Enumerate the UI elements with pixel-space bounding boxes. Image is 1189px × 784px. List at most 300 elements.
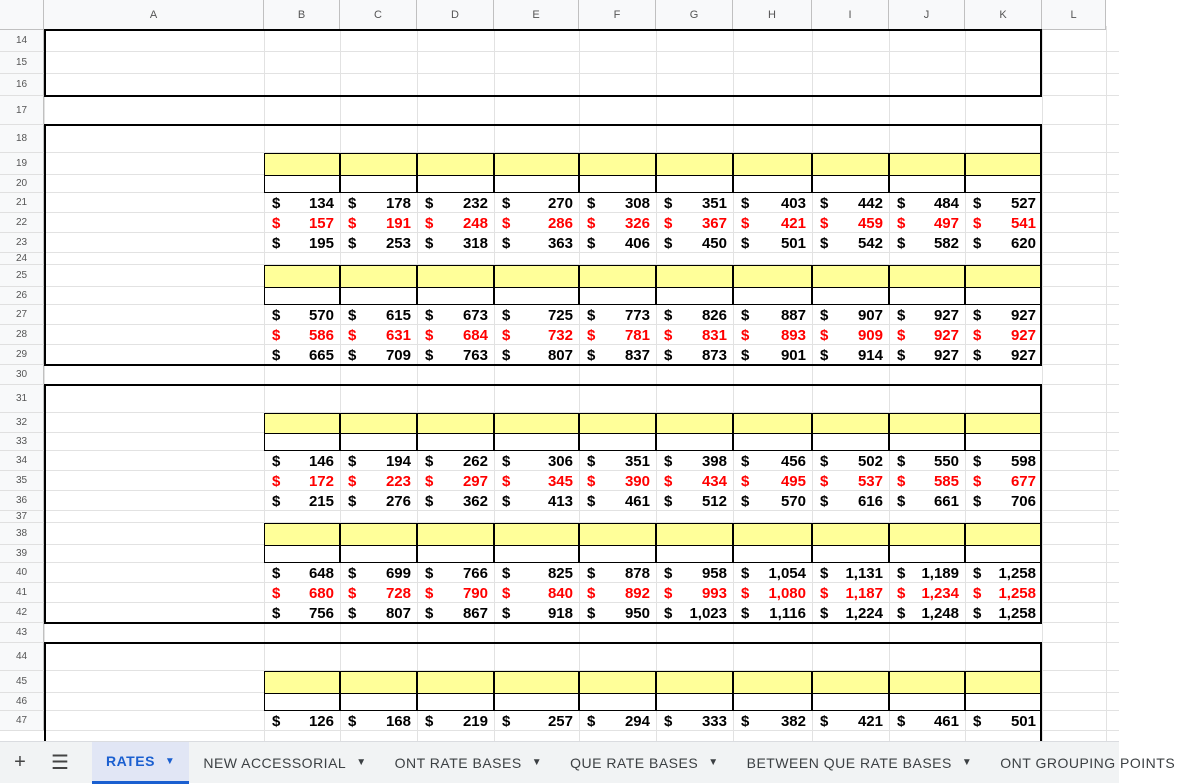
price-cell[interactable] [965,193,1042,213]
price-cell[interactable] [494,213,579,233]
price-cell[interactable] [264,213,340,233]
tab-menu-caret-icon[interactable]: ▼ [531,757,543,768]
price-cell[interactable] [965,233,1042,253]
all-sheets-button[interactable] [40,742,80,784]
price-cell[interactable] [340,305,417,325]
currency-symbol: $ [348,326,357,344]
row-header-30[interactable]: 30 [0,365,44,385]
unit-label [417,287,494,305]
row-header-42[interactable]: 42 [0,603,44,623]
price-cell[interactable] [733,213,812,233]
skid-count-header [340,265,417,287]
price-cell[interactable] [656,491,733,511]
skid-count-header [965,523,1042,545]
price-cell[interactable] [812,563,889,583]
range-note [44,413,264,433]
price-cell[interactable] [340,451,417,471]
row-header-17[interactable]: 17 [0,96,44,125]
row-header-35[interactable]: 35 [0,471,44,491]
price-cell[interactable] [264,451,340,471]
price-cell[interactable] [965,305,1042,325]
skid-count-header [417,413,494,433]
currency-symbol: $ [272,346,281,364]
price-cell[interactable] [656,583,733,603]
weight-range-label [44,233,264,253]
price-cell[interactable] [579,563,656,583]
price-value: 1,224 [845,604,883,622]
currency-symbol: $ [741,346,750,364]
price-cell[interactable] [812,325,889,345]
skid-count-header [656,153,733,175]
currency-symbol: $ [664,604,673,622]
price-cell[interactable] [656,233,733,253]
price-cell[interactable] [340,325,417,345]
range-note [44,153,264,175]
row-header-47[interactable]: 47 [0,711,44,731]
currency-symbol: $ [425,584,434,602]
price-cell[interactable] [733,711,812,731]
price-cell[interactable] [733,583,812,603]
price-cell[interactable] [494,345,579,365]
unit-label [417,433,494,451]
row-header-14[interactable]: 14 [0,30,44,52]
price-cell[interactable] [812,233,889,253]
tab-menu-caret-icon[interactable]: ▼ [708,757,719,768]
row-header-16[interactable]: 16 [0,74,44,96]
price-cell[interactable] [579,491,656,511]
currency-symbol: $ [820,564,829,582]
price-value: 927 [933,306,959,324]
price-cell[interactable] [264,491,340,511]
price-value: 286 [547,214,573,232]
price-value: 773 [624,306,650,324]
price-cell[interactable] [340,711,417,731]
price-cell[interactable] [889,305,965,325]
skid-count-header [340,153,417,175]
skid-count-header [656,671,733,693]
price-cell[interactable] [264,471,340,491]
price-cell[interactable] [965,325,1042,345]
price-cell[interactable] [733,233,812,253]
currency-symbol: $ [587,326,596,344]
row-header-22[interactable]: 22 [0,213,44,233]
price-cell[interactable] [264,305,340,325]
price-cell[interactable] [340,563,417,583]
row-header-41[interactable]: 41 [0,583,44,603]
price-cell[interactable] [494,193,579,213]
price-cell[interactable] [579,583,656,603]
weight-range-label [44,471,264,491]
row-header-45[interactable]: 45 [0,671,44,693]
price-cell[interactable] [264,345,340,365]
price-cell[interactable] [264,563,340,583]
price-cell[interactable] [417,491,494,511]
row-header-38[interactable]: 38 [0,523,44,545]
row-header-27[interactable]: 27 [0,305,44,325]
skid-count-header [340,671,417,693]
unit-label [965,693,1042,711]
column-header-A[interactable]: A [44,0,264,30]
column-header-L[interactable]: L [1042,0,1106,30]
price-value: 461 [624,492,650,510]
price-cell[interactable] [965,213,1042,233]
unit-label [417,693,494,711]
unit-label [889,545,965,563]
price-value: 537 [857,472,883,490]
price-value: 276 [385,492,411,510]
row-header-23[interactable]: 23 [0,233,44,253]
price-value: 351 [624,452,650,470]
currency-symbol: $ [973,712,982,730]
price-value: 484 [933,194,959,212]
currency-symbol: $ [820,346,829,364]
price-cell[interactable] [656,325,733,345]
sheet-tab-label: ONT GROUPING POINTS [1000,754,1176,771]
currency-symbol: $ [741,194,750,212]
price-cell[interactable] [579,325,656,345]
sheet-tab-new-accessorial[interactable] [189,742,380,784]
column-header-F[interactable]: F [579,0,656,30]
price-cell[interactable] [733,603,812,623]
commodity-label [44,30,264,52]
price-cell[interactable] [579,711,656,731]
sheet-tab-label: ONT RATE BASES [394,754,522,771]
unit-label [656,287,733,305]
price-cell[interactable] [656,603,733,623]
currency-symbol: $ [973,194,982,212]
column-header-K[interactable]: K [965,0,1042,30]
tab-menu-caret-icon[interactable]: ▼ [961,757,973,768]
price-cell[interactable] [340,233,417,253]
price-cell[interactable] [812,583,889,603]
price-cell[interactable] [264,193,340,213]
price-cell[interactable] [733,491,812,511]
price-cell[interactable] [889,603,965,623]
column-header-E[interactable]: E [494,0,579,30]
price-cell[interactable] [579,451,656,471]
row-header-43[interactable]: 43 [0,623,44,643]
sheet-tab-ont-grouping-points[interactable] [986,742,1189,784]
column-header-G[interactable]: G [656,0,733,30]
price-cell[interactable] [889,193,965,213]
column-header-B[interactable]: B [264,0,340,30]
skid-count-header [656,523,733,545]
row-header-44[interactable]: 44 [0,643,44,671]
price-value: 215 [308,492,334,510]
price-value: 501 [1010,712,1036,730]
sheet-tab-ont-rate-bases[interactable] [381,742,556,784]
price-cell[interactable] [733,451,812,471]
price-cell[interactable] [579,345,656,365]
row-header-33[interactable]: 33 [0,433,44,451]
row-header-34[interactable]: 34 [0,451,44,471]
price-cell[interactable] [494,603,579,623]
price-cell[interactable] [417,471,494,491]
price-cell[interactable] [417,583,494,603]
unit-label [812,545,889,563]
column-header-J[interactable]: J [889,0,965,30]
unit-label [417,545,494,563]
price-cell[interactable] [812,305,889,325]
row-header-40[interactable]: 40 [0,563,44,583]
price-cell[interactable] [417,603,494,623]
currency-symbol: $ [820,306,829,324]
price-cell[interactable] [417,563,494,583]
row-header-25[interactable]: 25 [0,265,44,287]
price-cell[interactable] [264,711,340,731]
price-cell[interactable] [656,711,733,731]
price-value: 363 [547,234,573,252]
sheet-tab-que-rate-bases[interactable] [556,742,733,784]
price-cell[interactable] [889,711,965,731]
price-cell[interactable] [494,711,579,731]
unit-label [812,175,889,193]
currency-symbol: $ [664,564,673,582]
price-value: 867 [462,604,488,622]
price-value: 831 [701,326,727,344]
price-cell[interactable] [733,471,812,491]
price-cell[interactable] [417,305,494,325]
skid-count-header [965,153,1042,175]
price-value: 318 [462,234,488,252]
price-value: 927 [1010,326,1036,344]
sheet-tab-rates[interactable] [92,742,189,784]
price-value: 413 [547,492,573,510]
price-cell[interactable] [733,563,812,583]
price-cell[interactable] [579,193,656,213]
price-value: 461 [933,712,959,730]
price-value: 1,258 [998,584,1036,602]
unit-label [340,545,417,563]
price-cell[interactable] [340,193,417,213]
currency-symbol: $ [897,346,906,364]
price-cell[interactable] [889,345,965,365]
row-header-31[interactable]: 31 [0,385,44,413]
price-cell[interactable] [340,213,417,233]
price-value: 450 [701,234,727,252]
price-value: 172 [308,472,334,490]
row-header-20[interactable]: 20 [0,175,44,193]
row-header-26[interactable]: 26 [0,287,44,305]
price-cell[interactable] [340,345,417,365]
row-header-28[interactable]: 28 [0,325,44,345]
column-header-H[interactable]: H [733,0,812,30]
price-value: 950 [624,604,650,622]
row-header-24[interactable]: 24 [0,253,44,265]
price-cell[interactable] [889,471,965,491]
price-value: 527 [1010,194,1036,212]
price-cell[interactable] [889,563,965,583]
skid-count-header [965,671,1042,693]
select-all-corner[interactable] [0,0,44,30]
price-cell[interactable] [494,563,579,583]
price-cell[interactable] [812,345,889,365]
currency-symbol: $ [425,712,434,730]
price-cell[interactable] [889,213,965,233]
currency-symbol: $ [664,326,673,344]
currency-symbol: $ [348,604,357,622]
price-value: 661 [933,492,959,510]
currency-symbol: $ [425,326,434,344]
price-cell[interactable] [889,491,965,511]
price-cell[interactable] [656,345,733,365]
price-cell[interactable] [579,305,656,325]
column-header-C[interactable]: C [340,0,417,30]
price-cell[interactable] [264,233,340,253]
price-cell[interactable] [889,325,965,345]
weight-range-label [44,305,264,325]
price-cell[interactable] [965,345,1042,365]
price-cell[interactable] [965,451,1042,471]
price-cell[interactable] [656,193,733,213]
price-value: 756 [308,604,334,622]
unit-label [264,433,340,451]
currency-symbol: $ [425,604,434,622]
currency-symbol: $ [587,492,596,510]
column-header-D[interactable]: D [417,0,494,30]
price-value: 1,189 [921,564,959,582]
price-cell[interactable] [733,325,812,345]
price-value: 219 [462,712,488,730]
avg-weight-label [656,52,889,74]
price-cell[interactable] [417,711,494,731]
currency-symbol: $ [502,472,511,490]
price-cell[interactable] [417,325,494,345]
price-cell[interactable] [965,491,1042,511]
price-cell[interactable] [494,491,579,511]
price-cell[interactable] [656,305,733,325]
shipments-per-week-value [417,74,494,96]
unit-label [889,693,965,711]
price-cell[interactable] [417,345,494,365]
price-cell[interactable] [812,213,889,233]
price-cell[interactable] [494,451,579,471]
price-cell[interactable] [965,603,1042,623]
price-cell[interactable] [965,471,1042,491]
skid-count-header [889,523,965,545]
plus-icon: + [14,751,26,773]
row-header-39[interactable]: 39 [0,545,44,563]
price-cell[interactable] [812,603,889,623]
price-cell[interactable] [494,233,579,253]
price-cell[interactable] [656,471,733,491]
skid-count-header [494,671,579,693]
currency-symbol: $ [820,604,829,622]
row-header-37[interactable]: 37 [0,511,44,523]
price-cell[interactable] [579,233,656,253]
price-cell[interactable] [264,325,340,345]
price-cell[interactable] [733,305,812,325]
avg-weight-per-shipment-value [889,74,965,96]
unit-label [579,175,656,193]
currency-symbol: $ [973,492,982,510]
row-header-18[interactable]: 18 [0,125,44,153]
price-cell[interactable] [579,471,656,491]
price-cell[interactable] [417,193,494,213]
price-cell[interactable] [812,193,889,213]
price-value: 232 [462,194,488,212]
price-value: 807 [385,604,411,622]
currency-symbol: $ [973,564,982,582]
unit-label [417,175,494,193]
currency-symbol: $ [587,306,596,324]
weight-range-label [44,563,264,583]
currency-symbol: $ [973,604,982,622]
unit-label [494,693,579,711]
price-cell[interactable] [733,193,812,213]
row-header-46[interactable]: 46 [0,693,44,711]
price-cell[interactable] [417,451,494,471]
price-cell[interactable] [340,603,417,623]
price-cell[interactable] [494,583,579,603]
price-value: 157 [308,214,334,232]
unit-label [579,433,656,451]
price-cell[interactable] [889,451,965,471]
price-value: 582 [933,234,959,252]
tab-menu-caret-icon[interactable]: ▼ [164,755,176,767]
price-cell[interactable] [965,583,1042,603]
price-cell[interactable] [417,233,494,253]
price-cell[interactable] [965,711,1042,731]
price-cell[interactable] [264,583,340,603]
price-cell[interactable] [579,213,656,233]
row-header-21[interactable]: 21 [0,193,44,213]
column-header-I[interactable]: I [812,0,889,30]
currency-symbol: $ [897,492,906,510]
price-value: 541 [1010,214,1036,232]
price-cell[interactable] [889,233,965,253]
price-value: 178 [385,194,411,212]
row-header-19[interactable]: 19 [0,153,44,175]
skid-count-header [264,265,340,287]
add-sheet-button[interactable] [0,742,40,784]
tab-menu-caret-icon[interactable]: ▼ [356,757,367,768]
price-cell[interactable] [340,583,417,603]
row-header-15[interactable]: 15 [0,52,44,74]
price-value: 766 [462,564,488,582]
currency-symbol: $ [741,326,750,344]
price-cell[interactable] [733,345,812,365]
price-cell[interactable] [656,563,733,583]
price-cell[interactable] [340,471,417,491]
price-cell[interactable] [656,451,733,471]
price-cell[interactable] [965,563,1042,583]
price-cell[interactable] [340,491,417,511]
price-cell[interactable] [812,451,889,471]
currency-symbol: $ [425,564,434,582]
price-cell[interactable] [494,305,579,325]
price-cell[interactable] [812,471,889,491]
price-cell[interactable] [417,213,494,233]
price-cell[interactable] [812,711,889,731]
price-cell[interactable] [579,603,656,623]
row-header-32[interactable]: 32 [0,413,44,433]
price-cell[interactable] [494,325,579,345]
price-cell[interactable] [494,471,579,491]
sheet-tab-between-que-rate-bases[interactable] [733,742,987,784]
price-cell[interactable] [656,213,733,233]
price-cell[interactable] [812,491,889,511]
row-header-36[interactable]: 36 [0,491,44,511]
price-cell[interactable] [264,603,340,623]
skid-count-header [733,671,812,693]
row-header-29[interactable]: 29 [0,345,44,365]
price-value: 907 [857,306,883,324]
range-note [44,671,264,693]
price-cell[interactable] [889,583,965,603]
skid-count-header [579,523,656,545]
currency-symbol: $ [272,214,281,232]
